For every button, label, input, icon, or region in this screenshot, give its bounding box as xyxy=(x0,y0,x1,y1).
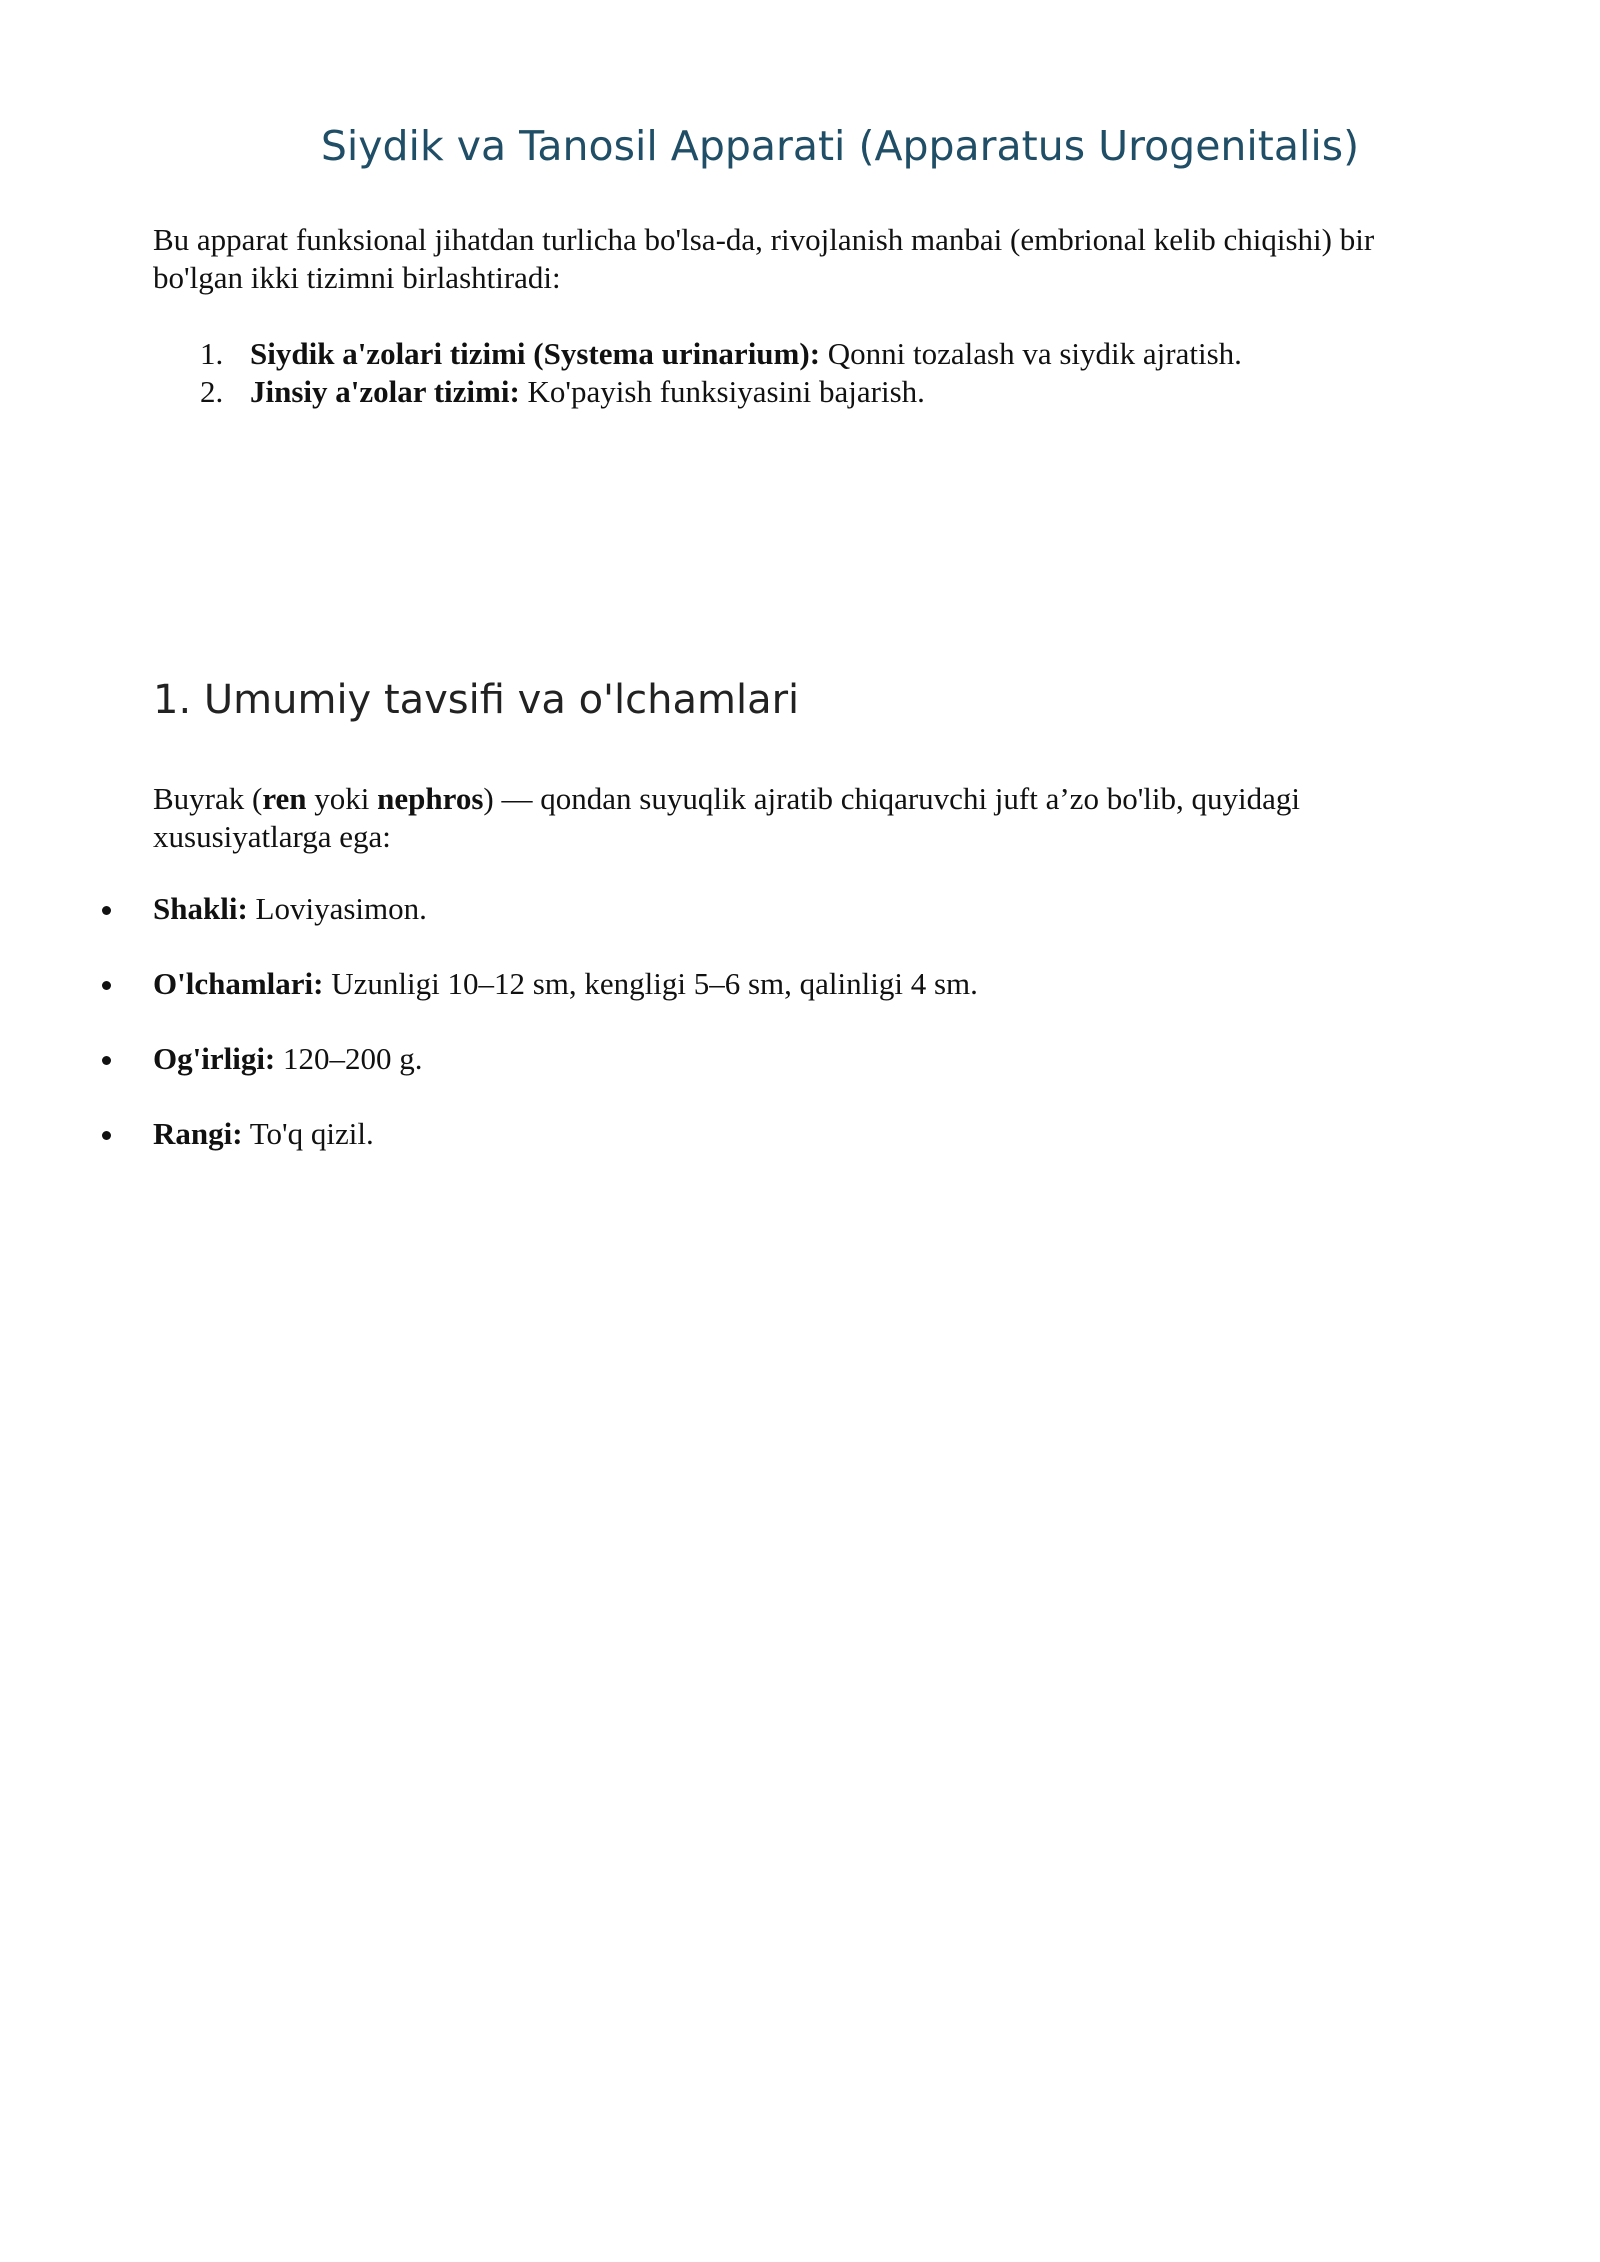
list-item xyxy=(153,335,1453,373)
list-item-number: 2. xyxy=(200,374,224,409)
text-run: yoki xyxy=(306,781,378,816)
intro-paragraph: Bu apparat funksional jihatdan turlicha bo'lsa-da, rivojlanish manbai (embrional kelib chiqishi) bir bo'lgan ikki tizimni birlashtiradi: xyxy=(153,222,1375,295)
property-value: To'q qizil. xyxy=(242,1116,374,1151)
property-value: 120–200 g. xyxy=(275,1041,423,1076)
bullet-icon xyxy=(102,1131,111,1140)
document-title: Siydik va Tanosil Apparati (Apparatus Urogenitalis) xyxy=(320,122,1360,170)
property-value: Uzunligi 10–12 sm, kengligi 5–6 sm, qalinligi 4 sm. xyxy=(323,966,978,1001)
list-item-term: Jinsiy a'zolar tizimi: xyxy=(250,374,520,409)
text-run: ) — qondan suyuqlik ajratib chiqaruvchi juft a’zo bo'lib, quyidagi xususiyatlarga ega: xyxy=(153,781,1300,854)
property-value: Loviyasimon. xyxy=(247,891,427,926)
list-item-number: 1. xyxy=(200,336,224,371)
list-item xyxy=(153,373,1453,411)
bullet-icon xyxy=(102,981,111,990)
systems-list xyxy=(153,335,1453,411)
list-item xyxy=(0,965,1500,1003)
properties-list xyxy=(0,890,1500,1190)
list-item xyxy=(0,1040,1500,1078)
list-item-term: Siydik a'zolari tizimi (Systema urinarium): xyxy=(250,336,821,371)
list-item xyxy=(0,1115,1500,1153)
term-ren: ren xyxy=(262,781,307,816)
list-item-text: Ko'payish funksiyasini bajarish. xyxy=(519,374,925,409)
term-nephros: nephros xyxy=(377,781,484,816)
bullet-icon xyxy=(102,1056,111,1065)
property-term: Shakli: xyxy=(153,891,248,926)
property-term: O'lchamlari: xyxy=(153,966,324,1001)
text-run: Buyrak ( xyxy=(153,781,263,816)
kidney-intro-paragraph xyxy=(153,780,1453,856)
section-heading: 1. Umumiy tavsifi va o'lchamlari xyxy=(153,677,800,723)
bullet-icon xyxy=(102,906,111,915)
list-item xyxy=(0,890,1500,928)
property-term: Rangi: xyxy=(153,1116,243,1151)
property-term: Og'irligi: xyxy=(153,1041,276,1076)
list-item-text: Qonni tozalash va siydik ajratish. xyxy=(820,336,1242,371)
